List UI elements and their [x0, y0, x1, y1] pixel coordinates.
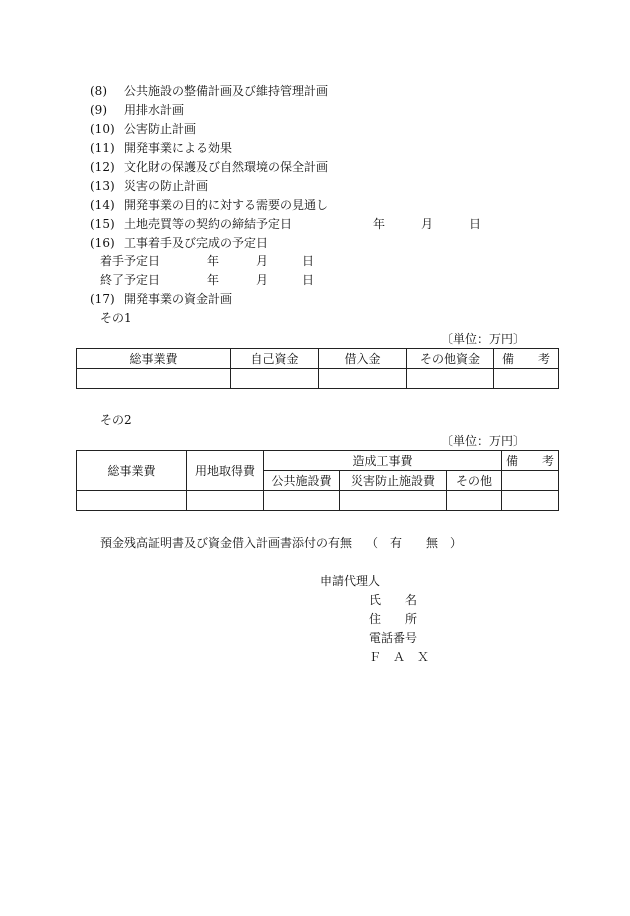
table-header-row	[77, 349, 559, 369]
attachment-text: 預金残高証明書及び資金借入計画書添付の有無	[100, 536, 353, 550]
section2-unit: 〔単位：万円〕	[440, 434, 525, 448]
attachment-statement	[100, 536, 462, 550]
cell-total-cost[interactable]	[77, 491, 187, 511]
cell-remarks[interactable]	[494, 369, 559, 389]
start-month: 月	[256, 254, 269, 268]
start-day: 日	[302, 254, 315, 268]
item-15: (15) 土地売買等の契約の締結予定日	[90, 217, 293, 231]
header-remarks: 備 考	[494, 349, 559, 369]
section1-unit: 〔単位：万円〕	[440, 332, 525, 346]
cell-other[interactable]	[447, 491, 502, 511]
funding-table-2	[76, 450, 559, 511]
start-year: 年	[207, 254, 220, 268]
cell-disaster-prevention[interactable]	[340, 491, 447, 511]
item-9: (9) 用排水計画	[90, 103, 185, 117]
applicant-name-label: 氏 名	[369, 593, 418, 607]
cell-other-funds[interactable]	[407, 369, 494, 389]
contract-year: 年	[373, 217, 386, 231]
applicant-address-label: 住 所	[369, 612, 418, 626]
header-total-cost: 総事業費	[77, 349, 231, 369]
end-month: 月	[256, 273, 269, 287]
contract-day: 日	[469, 217, 482, 231]
end-day: 日	[302, 273, 315, 287]
item-11: (11) 開発事業による効果	[90, 141, 233, 155]
item-14: (14) 開発事業の目的に対する需要の見通し	[90, 198, 329, 212]
header-other-funds: その他資金	[407, 349, 494, 369]
table-row	[77, 369, 559, 389]
section1-label: その1	[100, 311, 132, 325]
table-header-row	[77, 451, 559, 471]
header-public-facilities: 公共施設費	[264, 471, 340, 491]
header-other: その他	[447, 471, 502, 491]
applicant-title: 申請代理人	[320, 574, 381, 588]
cell-loans[interactable]	[319, 369, 407, 389]
item-13: (13) 災害の防止計画	[90, 179, 209, 193]
header-disaster-prevention: 災害防止施設費	[340, 471, 447, 491]
cell-own-funds[interactable]	[231, 369, 319, 389]
applicant-fax-label: Ｆ Ａ Ｘ	[369, 650, 430, 664]
cell-public-facilities[interactable]	[264, 491, 340, 511]
cell-land-acquisition[interactable]	[187, 491, 264, 511]
cell-total-cost[interactable]	[77, 369, 231, 389]
remarks-blank[interactable]	[502, 471, 559, 491]
table-row	[77, 491, 559, 511]
item-8: (8) 公共施設の整備計画及び維持管理計画	[90, 84, 329, 98]
end-year: 年	[207, 273, 220, 287]
start-date-label: 着手予定日	[100, 254, 161, 268]
item-17: (17) 開発事業の資金計画	[90, 292, 233, 306]
end-date-label: 終了予定日	[100, 273, 161, 287]
header-remarks: 備 考	[502, 451, 559, 471]
funding-table-1	[76, 348, 559, 389]
header-land-acquisition: 用地取得費	[187, 451, 264, 491]
attachment-choice[interactable]: （ 有 無 ）	[366, 536, 463, 550]
cell-remarks[interactable]	[502, 491, 559, 511]
applicant-phone-label: 電話番号	[369, 631, 418, 645]
header-total-cost: 総事業費	[77, 451, 187, 491]
item-16: (16) 工事着手及び完成の予定日	[90, 236, 269, 250]
header-loans: 借入金	[319, 349, 407, 369]
contract-month: 月	[421, 217, 434, 231]
header-own-funds: 自己資金	[231, 349, 319, 369]
section2-label: その2	[100, 413, 132, 427]
header-construction-cost: 造成工事費	[264, 451, 502, 471]
item-12: (12) 文化財の保護及び自然環境の保全計画	[90, 160, 329, 174]
item-10: (10) 公害防止計画	[90, 122, 197, 136]
